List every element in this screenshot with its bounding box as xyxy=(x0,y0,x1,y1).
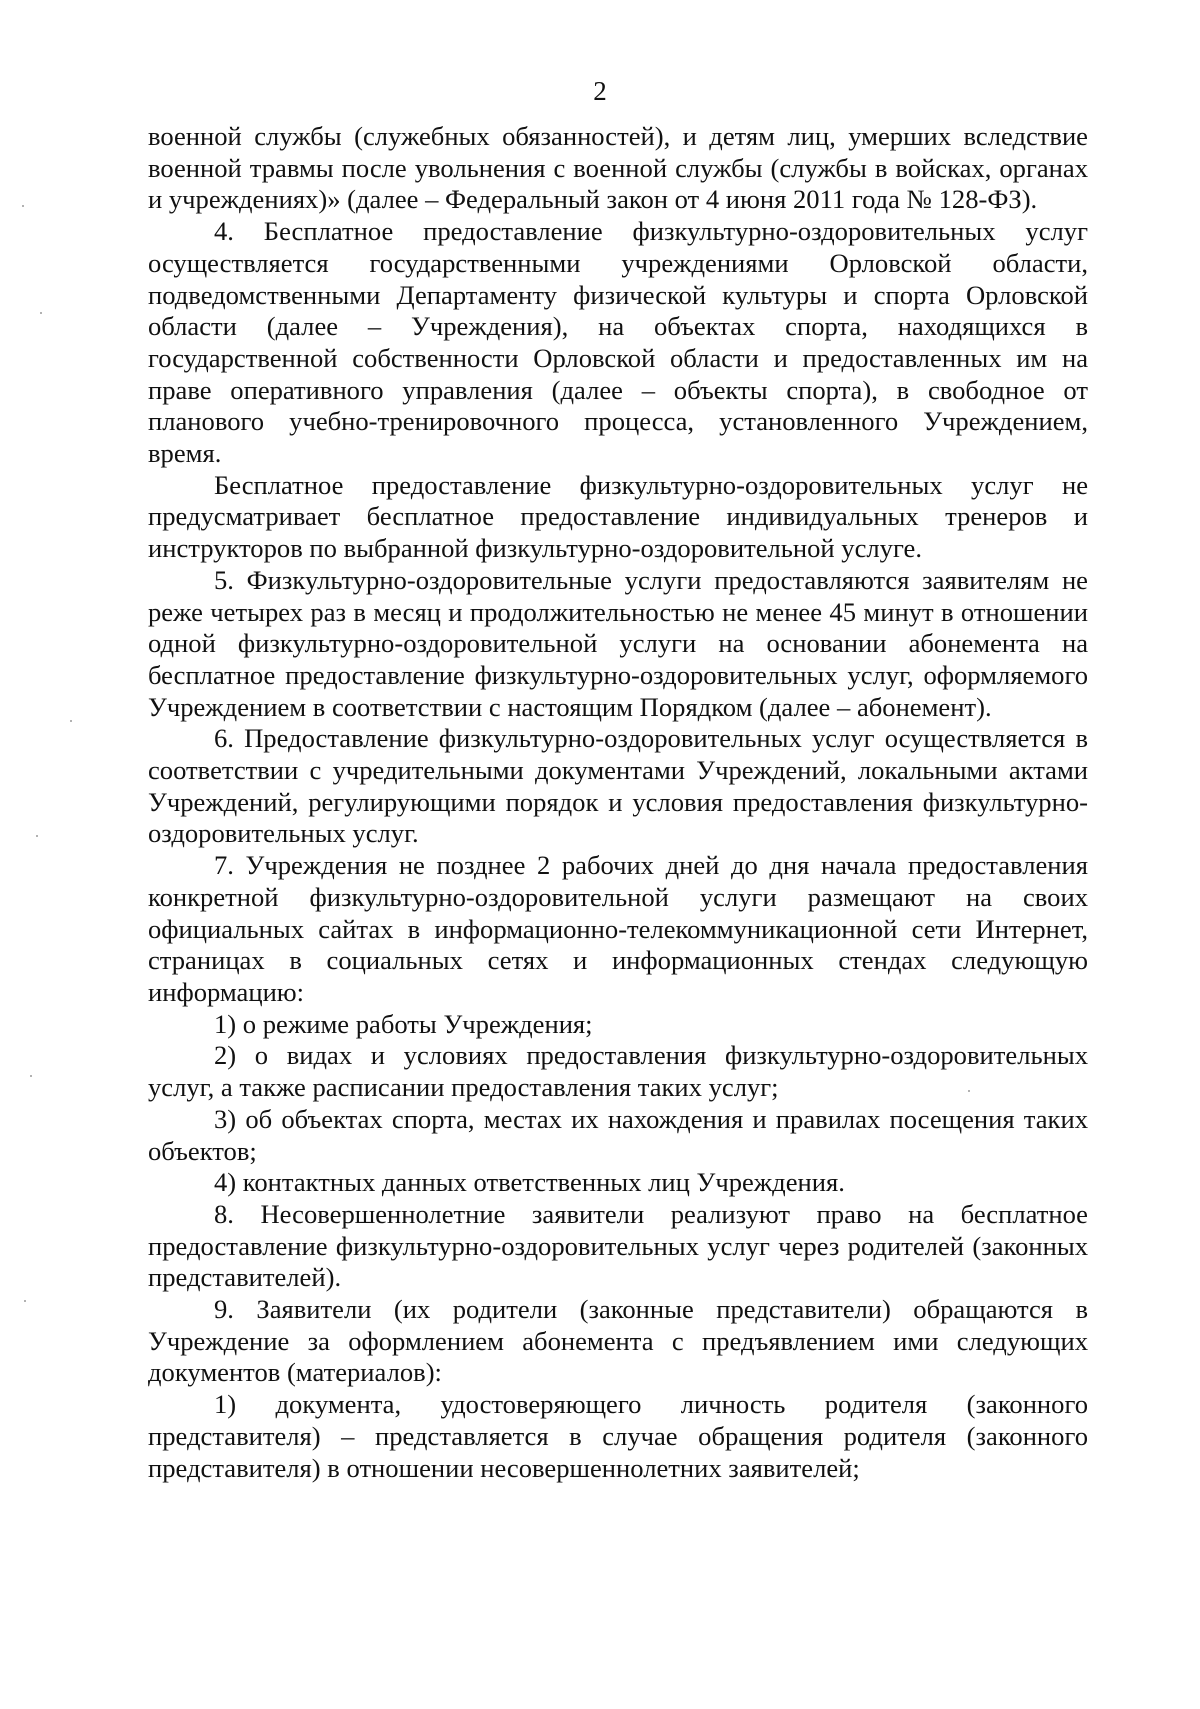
list-item-7-1: 1) о режиме работы Учреждения; xyxy=(214,1008,593,1039)
scan-speck xyxy=(22,205,24,207)
paragraph-item-9: 9. Заявители (их родители (законные представители) обращаются в Учреждение за оформлением абонемента с предъявлением ими следующих документов (материалов): xyxy=(148,1294,1088,1388)
scan-speck xyxy=(70,720,72,722)
paragraph-continuation: военной службы (служебных обязанностей), и детям лиц, умерших вследствие военной травмы после увольнения с военной службы (службы в войсках, органах и учреждениях)» (далее – Федеральный закон от 4 июня 2011 года № 128-ФЗ). xyxy=(148,121,1088,215)
list-item-7-4: 4) контактных данных ответственных лиц Учреждения. xyxy=(214,1167,845,1198)
list-item-7-2: 2) о видах и условиях предоставления физкультурно-оздоровительных услуг, а также расписании предоставления таких услуг; xyxy=(148,1040,1088,1103)
scan-speck xyxy=(36,835,38,837)
paragraph-item-4-note: Бесплатное предоставление физкультурно-оздоровительных услуг не предусматривает бесплатное предоставление индивидуальных тренеров и инструкторов по выбранной физкультурно-оздоровительной услуге. xyxy=(148,469,1088,564)
scan-speck xyxy=(30,1075,32,1077)
list-item-7-3: 3) об объектах спорта, местах их нахождения и правилах посещения таких объектов; xyxy=(148,1103,1088,1166)
paragraph-item-4: 4. Бесплатное предоставление физкультурно-оздоровительных услуг осуществляется государственными учреждениями Орловской области, подведомственными Департаменту физической культуры и спорта Орловской области (далее – Учреждения), на объектах спорта, находящихся в государственной собственности Орловской области и предоставленных им на праве оперативного управления (далее – объекты спорта), в свободное от планового учебно-тренировочного процесса, установленного Учреждением, время. xyxy=(148,216,1088,469)
list-item-9-1: 1) документа, удостоверяющего личность родителя (законного представителя) – представляется в случае обращения родителя (законного представителя) в отношении несовершеннолетних заявителей; xyxy=(148,1389,1088,1483)
scan-speck xyxy=(968,1090,970,1092)
paragraph-item-7: 7. Учреждения не позднее 2 рабочих дней до дня начала предоставления конкретной физкультурно-оздоровительной услуги размещают на своих официальных сайтах в информационно-телекоммуникационной сети Интернет, страницах в социальных сетях и информационных стендах следующую информацию: xyxy=(148,850,1088,1007)
scan-speck xyxy=(24,1300,26,1302)
scan-speck xyxy=(40,312,42,314)
paragraph-item-8: 8. Несовершеннолетние заявители реализуют право на бесплатное предоставление физкультурно-оздоровительных услуг через родителей (законных представителей). xyxy=(148,1198,1088,1293)
paragraph-item-6: 6. Предоставление физкультурно-оздоровительных услуг осуществляется в соответствии с учредительными документами Учреждений, локальными актами Учреждений, регулирующими порядок и условия предоставления физкультурно-оздоровительных услуг. xyxy=(148,723,1088,849)
page-number: 2 xyxy=(593,76,607,106)
paragraph-item-5: 5. Физкультурно-оздоровительные услуги предоставляются заявителям не реже четырех раз в месяц и продолжительностью не менее 45 минут в отношении одной физкультурно-оздоровительной услуги на основании абонемента на бесплатное предоставление физкультурно-оздоровительных услуг, оформляемого Учреждением в соответствии с настоящим Порядком (далее – абонемент). xyxy=(148,564,1088,722)
document-body xyxy=(148,121,1088,1484)
